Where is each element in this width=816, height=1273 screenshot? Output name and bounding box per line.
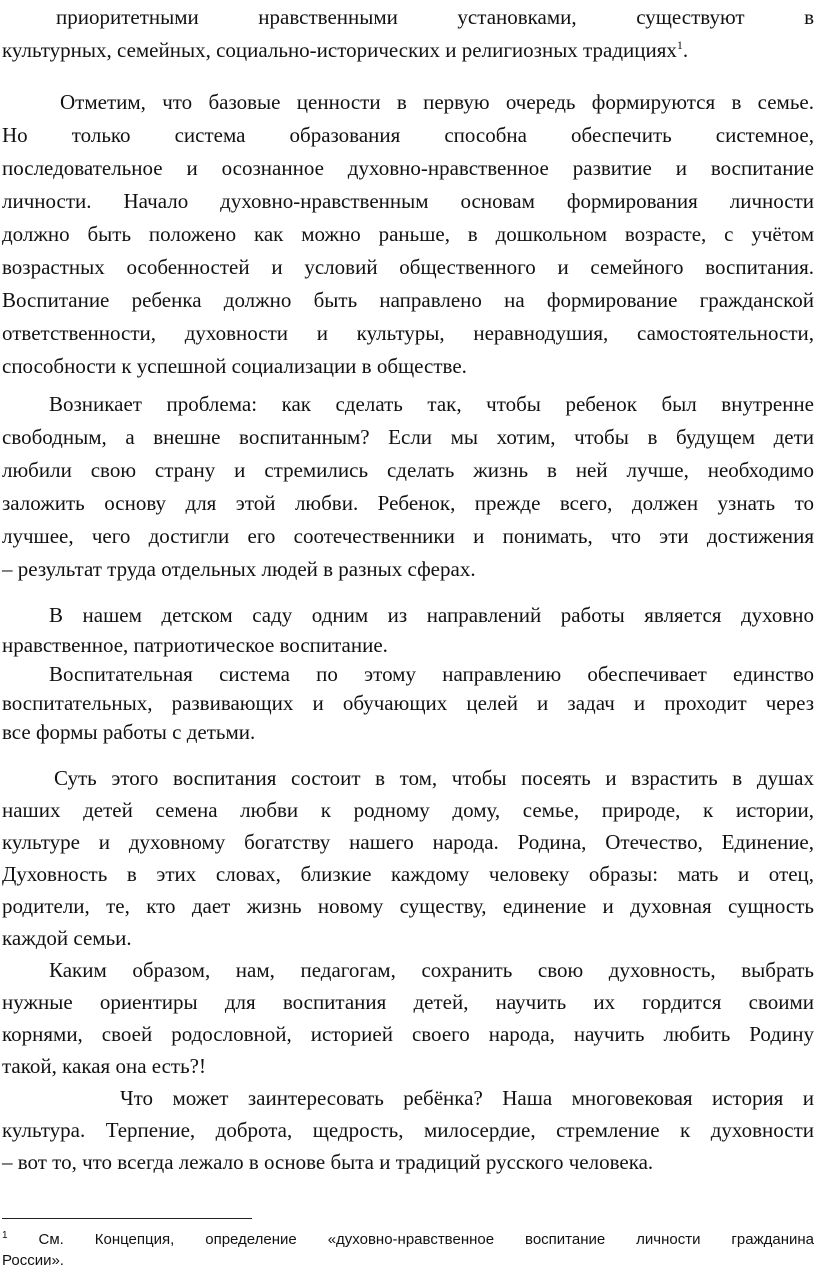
text-line: Воспитательная система по этому направлению обеспечивает единство — [49, 662, 814, 686]
text-line: Каким образом, нам, педагогам, сохранить свою духовность, выбрать — [49, 958, 814, 982]
text-line: ответственности, духовности и культуры, неравнодушия, самостоятельности, — [2, 321, 814, 345]
text-line: лучшее, чего достигли его соотечественники и понимать, что эти достижения — [2, 524, 814, 548]
text-line: любили свою страну и стремились сделать жизнь в ней лучше, необходимо — [2, 458, 814, 482]
text-line: возрастных особенностей и условий общественного и семейного воспитания. — [2, 255, 814, 279]
text-line: способности к успешной социализации в обществе. — [2, 354, 467, 378]
footnote-marker: 1 — [2, 1230, 8, 1241]
text-line: свободным, а внешне воспитанным? Если мы хотим, чтобы в будущем дети — [2, 425, 814, 449]
text-line: Воспитание ребенка должно быть направлено на формирование гражданской — [2, 288, 814, 312]
footnote-line: См. Концепция, определение «духовно-нравственное воспитание личности гражданина — [38, 1231, 815, 1248]
text-line: нравственное, патриотическое воспитание. — [2, 633, 388, 657]
text-line: Но только система образования способна обеспечить системное, — [2, 123, 814, 147]
text-line: все формы работы с детьми. — [2, 720, 256, 744]
text-line: Что может заинтересовать ребёнка? Наша многовековая история и — [120, 1086, 814, 1110]
text-line: нужные ориентиры для воспитания детей, научить их гордится своими — [2, 990, 814, 1014]
text-line: – результат труда отдельных людей в разных сферах. — [2, 557, 476, 581]
footnote-reference: 1 — [676, 38, 683, 52]
text-line: приоритетными нравственными установками, существуют в — [56, 5, 814, 29]
text-line: Духовность в этих словах, близкие каждому человеку образы: мать и отец, — [2, 862, 814, 886]
text-line: корнями, своей родословной, историей своего народа, научить любить Родину — [2, 1022, 814, 1046]
text-line-content: культурных, семейных, социально-исторических и религиозных традициях — [2, 38, 677, 62]
text-line: должно быть положено как можно раньше, в дошкольном возрасте, с учётом — [2, 222, 814, 246]
text-line: каждой семьи. — [2, 926, 132, 950]
text-line: последовательное и осознанное духовно-нравственное развитие и воспитание — [2, 156, 814, 180]
text-line: Возникает проблема: как сделать так, чтобы ребенок был внутренне — [49, 392, 814, 416]
text-line: воспитательных, развивающих и обучающих целей и задач и проходит через — [2, 691, 814, 715]
text-line: Суть этого воспитания состоит в том, чтобы посеять и взрастить в душах — [54, 766, 814, 790]
footnote-separator — [2, 1218, 252, 1219]
text-line — [2, 37, 814, 63]
footnote-line: России». — [2, 1252, 64, 1269]
text-line: наших детей семена любви к родному дому, семье, природе, к истории, — [2, 798, 814, 822]
text-line: В нашем детском саду одним из направлений работы является духовно — [49, 603, 814, 627]
text-line: такой, какая она есть?! — [2, 1054, 206, 1078]
text-line: культура. Терпение, доброта, щедрость, милосердие, стремление к духовности — [2, 1118, 814, 1142]
text-line: родители, те, кто дает жизнь новому существу, единение и духовная сущность — [2, 894, 814, 918]
text-line: культуре и духовному богатству нашего народа. Родина, Отечество, Единение, — [2, 830, 814, 854]
footnote-reference-suffix: . — [682, 38, 689, 62]
text-line: личности. Начало духовно-нравственным основам формирования личности — [2, 189, 814, 213]
text-line: – вот то, что всегда лежало в основе быта и традиций русского человека. — [2, 1150, 654, 1174]
text-line: заложить основу для этой любви. Ребенок, прежде всего, должен узнать то — [2, 491, 814, 515]
footnote-text — [2, 1230, 814, 1250]
text-line: Отметим, что базовые ценности в первую очередь формируются в семье. — [60, 90, 814, 114]
